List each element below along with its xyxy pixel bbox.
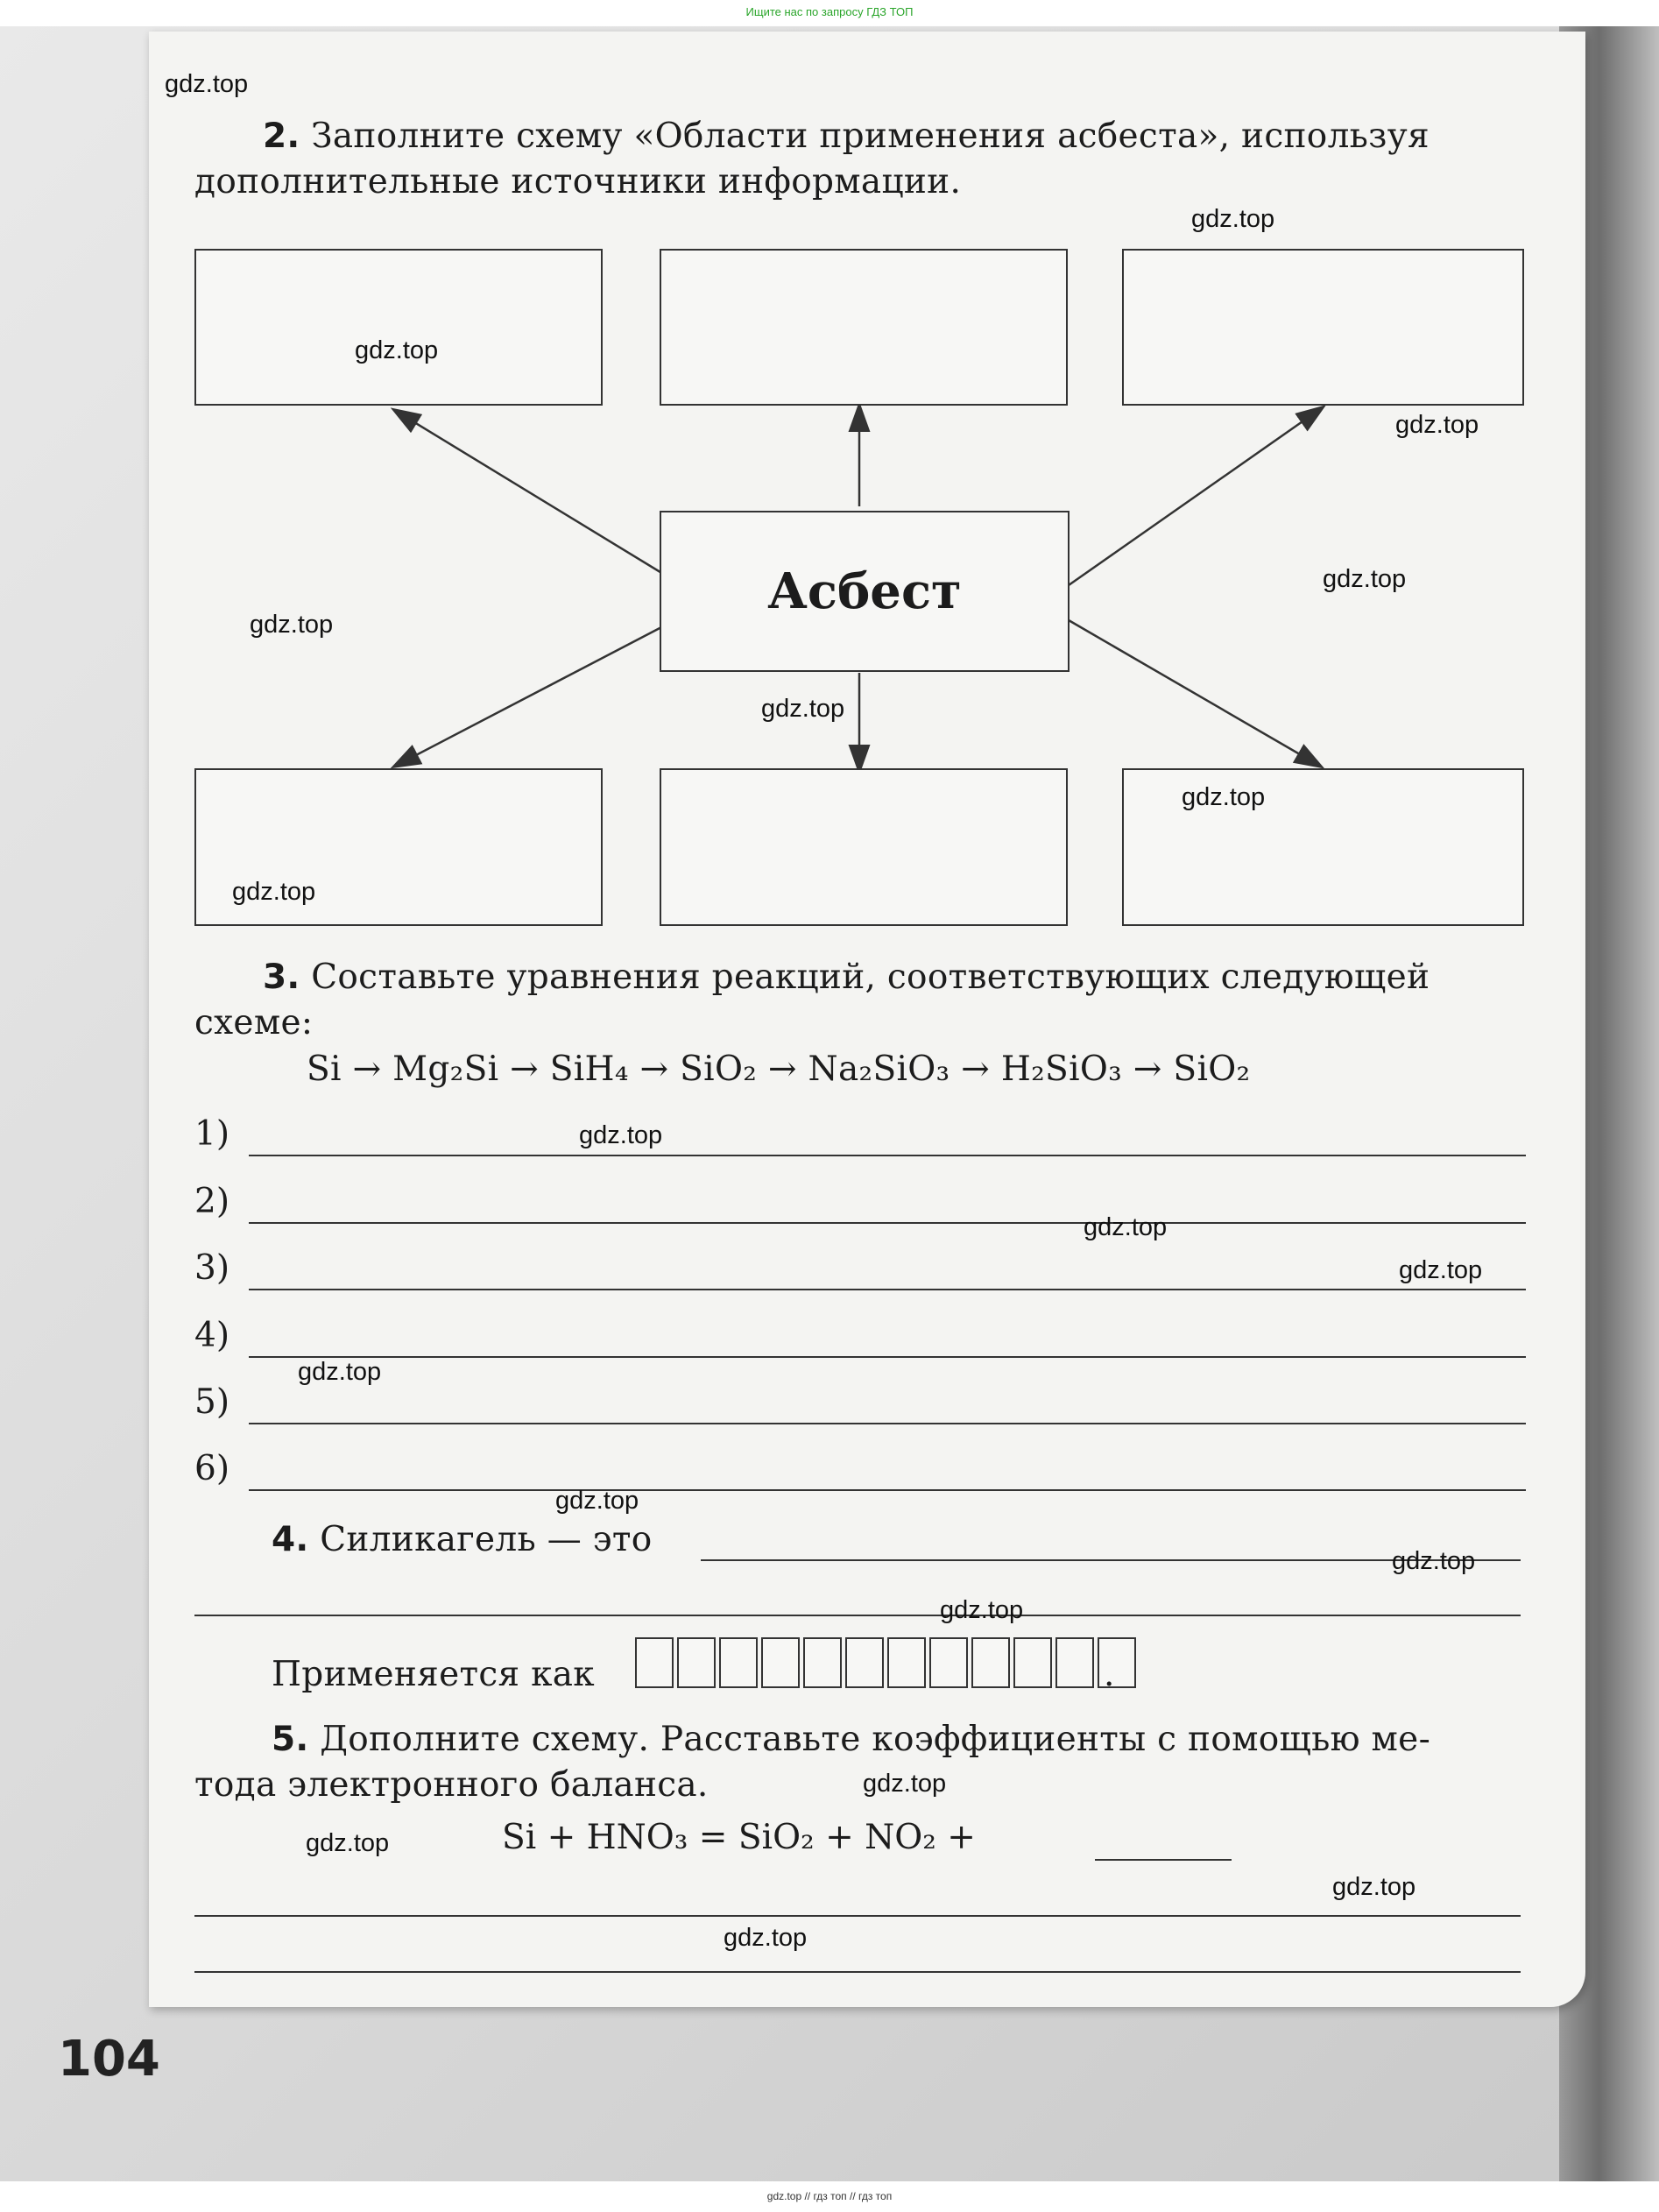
answer-box-top-right[interactable]: [1122, 249, 1524, 406]
answer-line-6[interactable]: [194, 1445, 1526, 1498]
page-number: 104: [58, 2031, 160, 2088]
line-number: 4): [194, 1316, 230, 1355]
answer-line-1[interactable]: [194, 1111, 1526, 1163]
answer-box-top-left[interactable]: [194, 249, 603, 406]
watermark: gdz.top: [1191, 205, 1275, 233]
task4-line1: [272, 1516, 653, 1565]
watermark: gdz.top: [298, 1358, 382, 1386]
task5-answer-line-2[interactable]: [194, 1971, 1521, 1973]
equation-blank[interactable]: [1095, 1859, 1232, 1861]
watermark: gdz.top: [1084, 1213, 1168, 1241]
watermark: gdz.top: [165, 70, 249, 98]
task5-number: 5.: [272, 1720, 309, 1759]
task3-text: Составьте уравнения реакций, соответствующих следующей: [311, 958, 1430, 997]
task5-line1: [272, 1715, 1430, 1764]
center-box-asbestos: Асбест: [660, 511, 1070, 672]
answer-line-2[interactable]: [194, 1178, 1526, 1231]
task5-line2: тода электронного баланса.: [194, 1765, 709, 1805]
task2-line2: дополнительные источники информации.: [194, 162, 962, 201]
task2-number: 2.: [263, 117, 300, 156]
watermark: gdz.top: [863, 1770, 947, 1798]
watermark: gdz.top: [1395, 411, 1479, 439]
line-number: 6): [194, 1449, 230, 1488]
task2-text: Заполните схему «Области применения асбеста», используя: [311, 117, 1430, 156]
watermark: gdz.top: [1399, 1256, 1483, 1284]
task3-line2: схеме:: [194, 1003, 314, 1042]
watermark: gdz.top: [1182, 783, 1266, 811]
task4-answer-line-2[interactable]: [194, 1615, 1521, 1616]
answer-line-5[interactable]: [194, 1379, 1526, 1431]
line-number: 3): [194, 1248, 230, 1288]
answer-line-4[interactable]: [194, 1312, 1526, 1365]
watermark: gdz.top: [940, 1596, 1024, 1624]
top-banner: Ищите нас по запросу ГДЗ ТОП: [745, 5, 914, 18]
watermark: gdz.top: [1392, 1547, 1476, 1575]
task4-number: 4.: [272, 1520, 309, 1559]
letter-cells[interactable]: [635, 1637, 1140, 1688]
bottom-banner: gdz.top // гдз топ // гдз топ: [766, 2190, 893, 2202]
line-number: 2): [194, 1182, 230, 1221]
reaction-scheme: Si → Mg₂Si → SiH₄ → SiO₂ → Na₂SiO₃ → H₂SiO₃ → SiO₂: [307, 1049, 1251, 1089]
answer-box-top-center[interactable]: [660, 249, 1068, 406]
task2-line1: [263, 112, 1430, 161]
task4-applied-label: Применяется как: [272, 1655, 595, 1694]
answer-box-bottom-center[interactable]: [660, 768, 1068, 926]
task5-text: Дополните схему. Расставьте коэффициенты с помощью ме-: [320, 1720, 1431, 1759]
task3-line1: [263, 953, 1430, 1002]
task4-text: Силикагель — это: [320, 1520, 653, 1559]
watermark: gdz.top: [1323, 565, 1407, 593]
watermark: gdz.top: [579, 1121, 663, 1149]
task3-number: 3.: [263, 958, 300, 997]
watermark: gdz.top: [306, 1829, 390, 1857]
answer-line-3[interactable]: [194, 1245, 1526, 1297]
watermark: gdz.top: [761, 695, 845, 723]
watermark: gdz.top: [232, 878, 316, 906]
line-number: 1): [194, 1114, 230, 1154]
redox-equation: Si + HNO₃ = SiO₂ + NO₂ +: [502, 1818, 976, 1857]
watermark: gdz.top: [724, 1924, 808, 1952]
watermark: gdz.top: [355, 336, 439, 364]
task4-dot: .: [1104, 1655, 1115, 1694]
watermark: gdz.top: [250, 611, 334, 639]
watermark: gdz.top: [1332, 1873, 1416, 1901]
watermark: gdz.top: [555, 1487, 639, 1515]
task5-answer-line-1[interactable]: [194, 1915, 1521, 1917]
line-number: 5): [194, 1382, 230, 1422]
